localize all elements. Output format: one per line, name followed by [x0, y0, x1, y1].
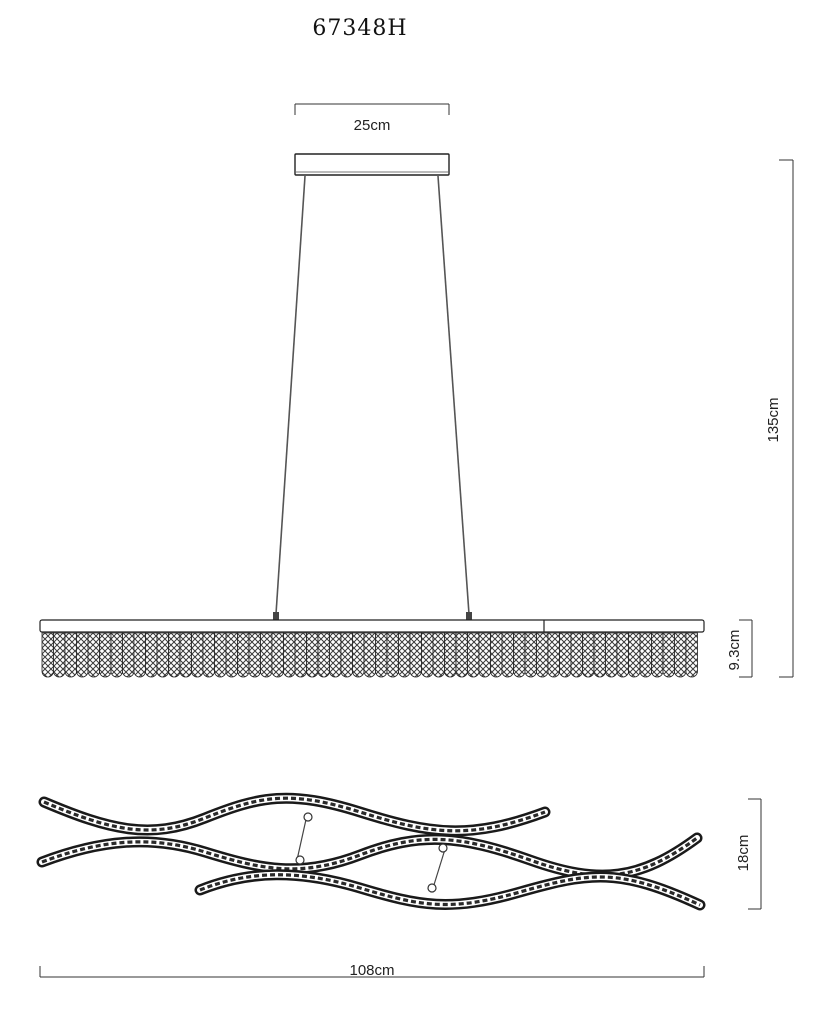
crystal-tile — [502, 633, 514, 677]
wire-clamp-left — [273, 612, 279, 620]
crystal-tile — [54, 633, 66, 677]
crystal-fringe — [42, 633, 698, 677]
crystal-tile — [226, 633, 238, 677]
total-height-label: 135cm — [765, 397, 782, 443]
crystal-tile — [663, 633, 675, 677]
connector-node — [304, 813, 312, 821]
crystal-tile — [525, 633, 537, 677]
crystal-tile — [594, 633, 606, 677]
connector-node — [296, 856, 304, 864]
crystal-tile — [560, 633, 572, 677]
crystal-tile — [640, 633, 652, 677]
crystal-tile — [192, 633, 204, 677]
crystal-tile — [307, 633, 319, 677]
body-height-label: 9.3cm — [726, 629, 743, 671]
wave-arm-bottom — [200, 875, 700, 905]
crystal-tile — [261, 633, 273, 677]
crystal-tile — [410, 633, 422, 677]
crystal-tile — [537, 633, 549, 677]
crystal-tile — [571, 633, 583, 677]
connector-node — [439, 844, 447, 852]
crystal-tile — [468, 633, 480, 677]
total-length-label: 108cm — [349, 962, 395, 979]
total-length-dimension — [40, 962, 704, 979]
suspension-wire-right — [438, 176, 469, 614]
crystal-tile — [111, 633, 123, 677]
wire-clamp-right — [466, 612, 472, 620]
connector-rod-left — [297, 815, 307, 860]
crystal-tile — [433, 633, 445, 677]
total-height-dimension — [765, 160, 793, 677]
crystal-tile — [652, 633, 664, 677]
crystal-tile — [134, 633, 146, 677]
crystal-tile — [284, 633, 296, 677]
crystal-tile — [42, 633, 54, 677]
crystal-tile — [606, 633, 618, 677]
top-view — [42, 798, 700, 905]
crystal-tile — [341, 633, 353, 677]
crystal-tile — [675, 633, 687, 677]
fixture-body-side-view — [40, 620, 704, 677]
crystal-tile — [686, 633, 698, 677]
body-height-dimension — [726, 620, 752, 677]
crystal-tile — [387, 633, 399, 677]
crystal-tile — [100, 633, 112, 677]
crystal-tile — [353, 633, 365, 677]
crystal-tile — [364, 633, 376, 677]
crystal-tile — [491, 633, 503, 677]
crystal-tile — [215, 633, 227, 677]
crystal-tile — [376, 633, 388, 677]
crystal-tile — [456, 633, 468, 677]
crystal-tile — [548, 633, 560, 677]
crystal-tile — [272, 633, 284, 677]
wave-arm-top — [44, 798, 545, 831]
crystal-tile — [330, 633, 342, 677]
crystal-tile — [238, 633, 250, 677]
crystal-tile — [445, 633, 457, 677]
canopy-width-label: 25cm — [353, 117, 391, 134]
crystal-tile — [479, 633, 491, 677]
wave-arm-middle — [42, 838, 697, 875]
crystal-tile — [583, 633, 595, 677]
crystal-tile — [169, 633, 181, 677]
crystal-tile — [399, 633, 411, 677]
crystal-tile — [203, 633, 215, 677]
connector-node — [428, 884, 436, 892]
crystal-tile — [180, 633, 192, 677]
depth-label: 18cm — [735, 834, 752, 872]
crystal-tile — [422, 633, 434, 677]
crystal-tile — [88, 633, 100, 677]
crystal-tile — [65, 633, 77, 677]
crystal-tile — [77, 633, 89, 677]
model-number: 67348H — [312, 16, 408, 41]
crystal-tile — [295, 633, 307, 677]
crystal-tile — [123, 633, 135, 677]
crystal-tile — [146, 633, 158, 677]
crystal-tile — [629, 633, 641, 677]
crystal-tile — [157, 633, 169, 677]
depth-dimension — [735, 799, 761, 909]
crystal-tile — [514, 633, 526, 677]
canopy-width-dimension — [295, 104, 449, 134]
crystal-tile — [617, 633, 629, 677]
suspension-wire-left — [276, 176, 305, 614]
crystal-tile — [249, 633, 261, 677]
crystal-tile — [318, 633, 330, 677]
